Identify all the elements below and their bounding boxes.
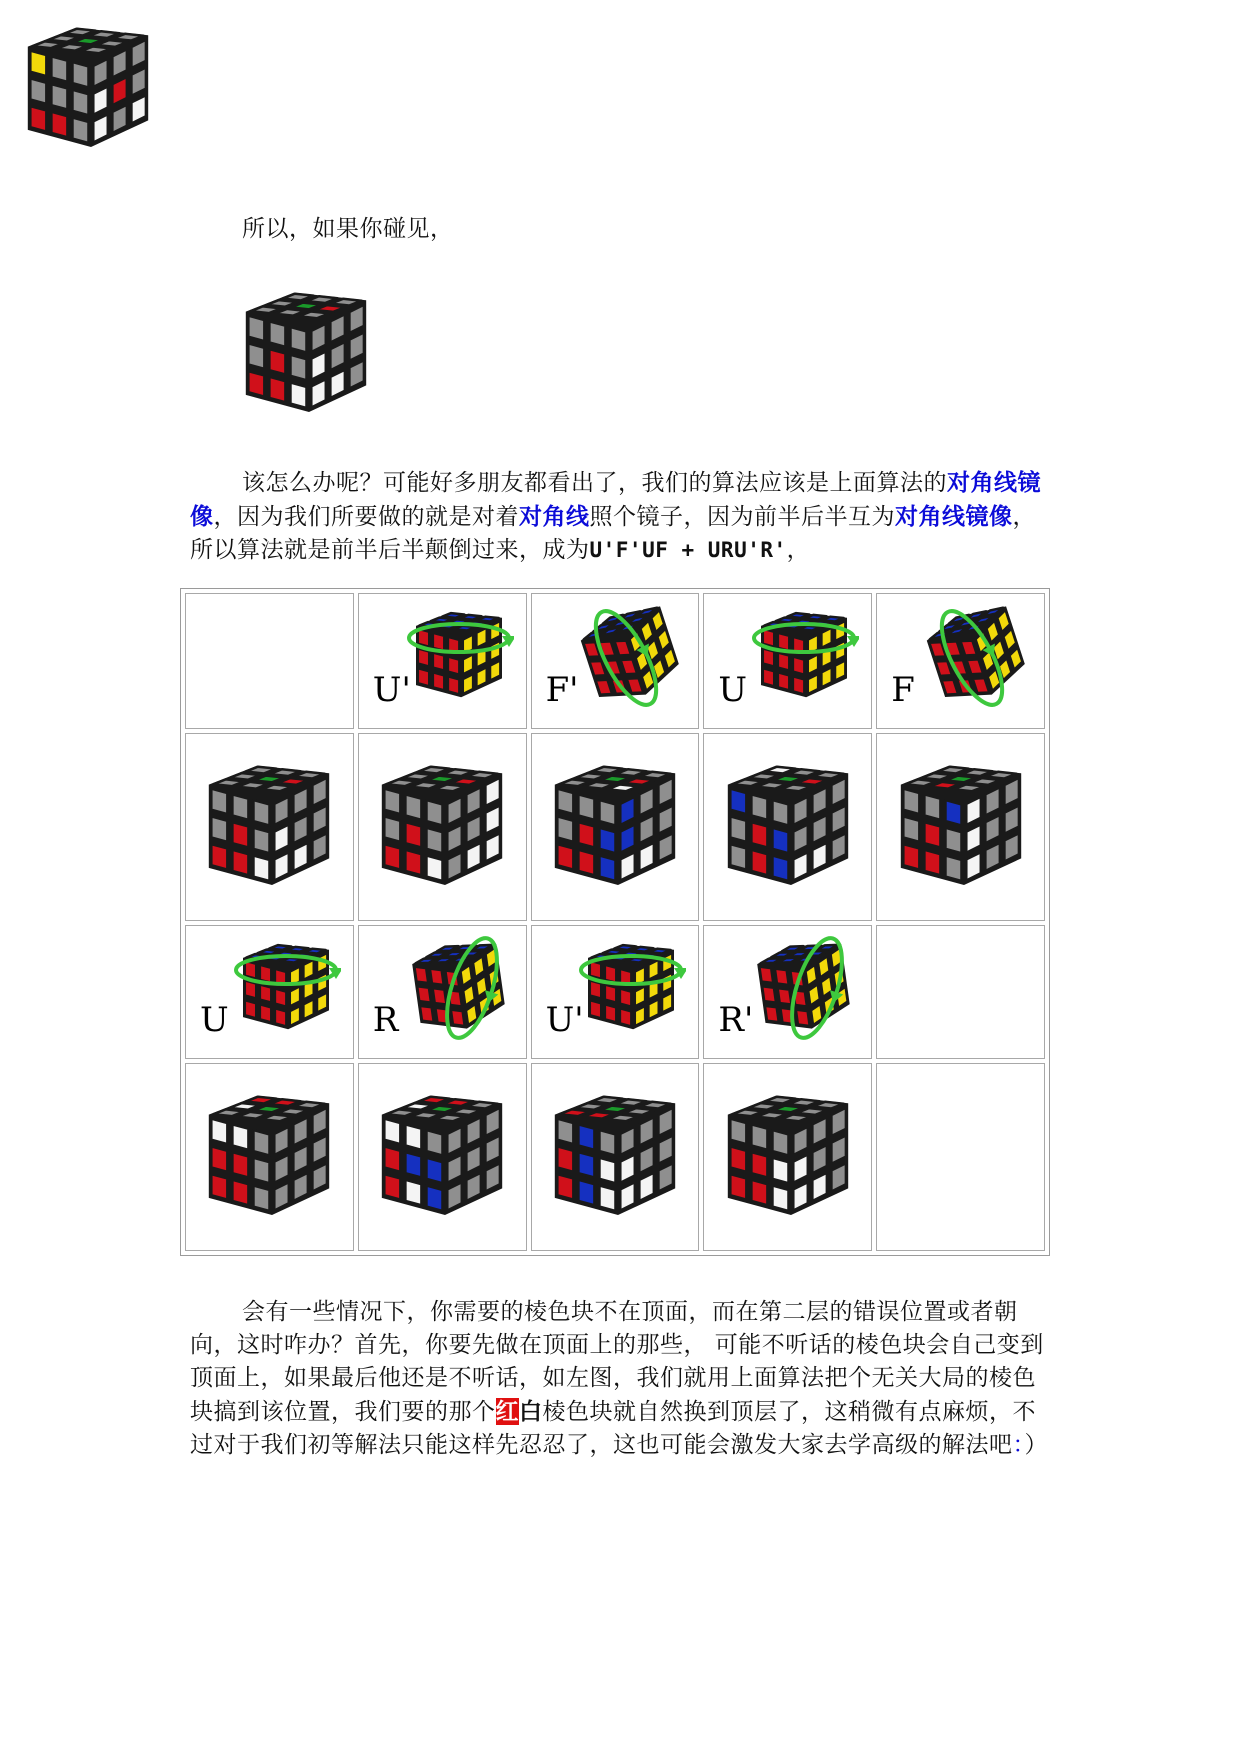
left-face-sticker <box>290 327 306 352</box>
right-face-sticker <box>317 973 327 993</box>
right-face-sticker <box>822 667 832 687</box>
left-face-sticker <box>772 855 788 880</box>
left-face-sticker <box>557 844 573 869</box>
rotation-illustration <box>576 600 686 712</box>
left-face-sticker <box>578 794 594 819</box>
left-face-sticker <box>599 828 615 853</box>
rotation-illustration <box>749 932 859 1044</box>
left-face-sticker <box>290 383 306 408</box>
left-face-sticker <box>778 653 789 671</box>
rotation-illustration <box>404 600 514 712</box>
algorithm-steps-table <box>180 588 1050 1256</box>
left-face-sticker <box>385 1146 401 1171</box>
rotating-cube <box>923 601 1031 708</box>
right-face-sticker <box>822 628 832 648</box>
text-run: U'F'UF + URU'R' <box>589 538 787 562</box>
state-cell <box>358 1063 527 1251</box>
left-face-sticker <box>557 816 573 841</box>
left-face-sticker <box>406 794 422 819</box>
right-face-sticker <box>662 973 672 993</box>
left-face-sticker <box>385 816 401 841</box>
left-face-sticker <box>778 633 789 651</box>
left-face-sticker <box>751 1152 767 1177</box>
left-face-sticker <box>427 800 443 825</box>
left-face-sticker <box>406 1152 422 1177</box>
empty-cell <box>185 593 354 729</box>
left-face-sticker <box>605 985 616 1003</box>
left-face-sticker <box>578 822 594 847</box>
move-label: R' <box>718 999 754 1040</box>
left-face-sticker <box>427 828 443 853</box>
left-face-sticker <box>269 349 285 374</box>
left-face-sticker <box>254 855 270 880</box>
state-cell <box>531 733 700 921</box>
left-face-sticker <box>254 1185 270 1210</box>
left-face-sticker <box>620 989 631 1007</box>
left-face-sticker <box>260 1004 271 1022</box>
left-face-sticker <box>730 816 746 841</box>
left-face-sticker <box>557 1174 573 1199</box>
rotation-illustration <box>576 932 686 1044</box>
left-face-sticker <box>772 828 788 853</box>
left-face-sticker <box>605 965 616 983</box>
left-face-sticker <box>447 657 458 675</box>
right-face-sticker <box>835 641 845 661</box>
left-face-sticker <box>260 985 271 1003</box>
text-run: 对角线镜像 <box>190 469 1041 530</box>
left-face-sticker <box>30 51 46 76</box>
text-run: 该怎么办呢？可能好多朋友都看出了，我们的算法应该是上面算法的 <box>242 470 947 496</box>
left-face-sticker <box>605 1004 616 1022</box>
state-cell <box>185 1063 354 1251</box>
text-run: ： <box>1012 1432 1025 1458</box>
move-label: U' <box>372 669 411 710</box>
left-face-sticker <box>730 1174 746 1199</box>
cube-illustration <box>199 1084 339 1230</box>
left-face-sticker <box>212 1146 228 1171</box>
left-face-sticker <box>212 789 228 814</box>
cube-illustration <box>545 754 685 900</box>
left-face-sticker <box>406 822 422 847</box>
right-face-sticker <box>476 628 486 648</box>
left-face-sticker <box>751 1180 767 1205</box>
left-face-sticker <box>924 850 940 875</box>
left-face-sticker <box>730 789 746 814</box>
right-face-sticker <box>290 986 300 1006</box>
rotation-illustration <box>749 600 859 712</box>
left-face-sticker <box>248 343 264 368</box>
right-face-sticker <box>649 960 659 980</box>
left-face-sticker <box>212 816 228 841</box>
left-face-sticker <box>775 967 789 987</box>
left-face-sticker <box>557 789 573 814</box>
left-face-sticker <box>385 844 401 869</box>
left-face-sticker <box>245 980 256 998</box>
left-face-sticker <box>793 676 804 694</box>
left-face-sticker <box>269 321 285 346</box>
left-face-sticker <box>751 822 767 847</box>
left-face-sticker <box>599 800 615 825</box>
rotation-illustration <box>231 932 341 1044</box>
right-face-sticker <box>462 674 472 694</box>
left-face-sticker <box>772 1185 788 1210</box>
right-face-sticker <box>635 986 645 1006</box>
edge-case-paragraph <box>190 1296 1052 1462</box>
state-cell <box>531 1063 700 1251</box>
left-face-sticker <box>233 1152 249 1177</box>
text-run: 对角线镜像 <box>895 503 1013 530</box>
left-face-sticker <box>417 985 431 1005</box>
left-face-sticker <box>254 1158 270 1183</box>
left-face-sticker <box>245 1000 256 1018</box>
left-face-sticker <box>730 844 746 869</box>
text-run: 对角线 <box>519 503 590 530</box>
left-face-sticker <box>414 965 428 985</box>
left-face-sticker <box>578 850 594 875</box>
left-face-sticker <box>793 657 804 675</box>
left-face-sticker <box>432 653 443 671</box>
right-face-sticker <box>317 992 327 1012</box>
left-face-sticker <box>72 118 88 143</box>
left-face-sticker <box>945 855 961 880</box>
left-face-sticker <box>578 1124 594 1149</box>
left-face-sticker <box>924 822 940 847</box>
left-face-sticker <box>447 676 458 694</box>
left-face-sticker <box>772 1158 788 1183</box>
left-face-sticker <box>751 850 767 875</box>
left-face-sticker <box>233 1180 249 1205</box>
cube-illustration <box>236 281 376 427</box>
left-face-sticker <box>260 965 271 983</box>
left-face-sticker <box>417 668 428 686</box>
right-face-sticker <box>490 641 500 661</box>
left-face-sticker <box>765 1004 779 1024</box>
left-face-sticker <box>212 844 228 869</box>
left-face-sticker <box>254 800 270 825</box>
left-face-sticker <box>763 648 774 666</box>
left-face-sticker <box>275 989 286 1007</box>
left-face-sticker <box>30 78 46 103</box>
left-face-sticker <box>385 1118 401 1143</box>
left-face-sticker <box>778 987 792 1007</box>
left-face-sticker <box>778 672 789 690</box>
left-face-sticker <box>772 800 788 825</box>
left-face-sticker <box>233 794 249 819</box>
right-face-sticker <box>303 960 313 980</box>
move-cell <box>703 593 872 729</box>
state-cell <box>876 733 1045 921</box>
left-face-sticker <box>254 1130 270 1155</box>
cube-illustration <box>199 754 339 900</box>
left-face-sticker <box>772 1130 788 1155</box>
left-face-sticker <box>30 106 46 131</box>
left-face-sticker <box>406 1124 422 1149</box>
left-face-sticker <box>590 1000 601 1018</box>
left-face-sticker <box>432 633 443 651</box>
intro-text: 所以，如果你碰见， <box>242 216 454 242</box>
text-run: ， <box>786 537 811 563</box>
left-face-sticker <box>751 794 767 819</box>
empty-cell <box>876 1063 1045 1251</box>
left-face-sticker <box>730 1146 746 1171</box>
state-cell <box>703 1063 872 1251</box>
left-face-sticker <box>903 789 919 814</box>
intro-line <box>190 213 1052 246</box>
left-face-sticker <box>432 672 443 690</box>
left-face-sticker <box>51 84 67 109</box>
text-run: 照个镜子，因为前半后半互为 <box>589 504 895 530</box>
left-face-sticker <box>212 1118 228 1143</box>
move-cell <box>358 593 527 729</box>
right-face-sticker <box>303 999 313 1019</box>
left-face-sticker <box>432 987 446 1007</box>
left-face-sticker <box>406 1180 422 1205</box>
left-face-sticker <box>427 855 443 880</box>
move-cell <box>876 593 1045 729</box>
text-run: 白 <box>519 1398 543 1425</box>
rotation-illustration <box>404 932 514 1044</box>
right-face-sticker <box>290 1006 300 1026</box>
rotation-illustration <box>922 600 1032 712</box>
text-run: 棱色块就自然换到顶层了，这稍微有点麻烦，不过对于我们初等解法只能这样先忍忍了，这也可能会激发大家去学高级的解法吧 <box>190 1399 1036 1458</box>
cube-illustration <box>372 1084 512 1230</box>
cube-illustration <box>18 16 158 162</box>
left-face-sticker <box>450 1008 464 1028</box>
left-face-sticker <box>420 1004 434 1024</box>
left-face-sticker <box>427 1158 443 1183</box>
left-face-sticker <box>751 1124 767 1149</box>
left-face-sticker <box>385 789 401 814</box>
left-face-sticker <box>212 1174 228 1199</box>
move-label: F <box>891 669 915 710</box>
right-face-sticker <box>490 660 500 680</box>
move-cell <box>531 925 700 1059</box>
right-face-sticker <box>835 660 845 680</box>
cube-illustration <box>545 1084 685 1230</box>
left-face-sticker <box>903 844 919 869</box>
left-face-sticker <box>730 1118 746 1143</box>
move-label: F' <box>545 669 579 710</box>
left-face-sticker <box>945 828 961 853</box>
rotating-cube <box>577 601 685 708</box>
left-face-sticker <box>385 1174 401 1199</box>
right-face-sticker <box>462 654 472 674</box>
explanation-paragraph <box>190 466 1052 567</box>
text-run: ） <box>1024 1432 1048 1458</box>
left-face-sticker <box>762 985 776 1005</box>
text-run: ，因为我们所要做的就是对着 <box>213 504 519 530</box>
left-face-sticker <box>796 1008 810 1028</box>
move-label: R <box>372 999 399 1040</box>
left-face-sticker <box>51 56 67 81</box>
move-cell <box>358 925 527 1059</box>
left-face-sticker <box>72 90 88 115</box>
right-face-sticker <box>635 1006 645 1026</box>
left-face-sticker <box>233 822 249 847</box>
left-face-sticker <box>51 112 67 137</box>
text-run: 会有一些情况下，你需要的棱色块不在顶面，而在第二层的错误位置或者朝向，这时咋办？首先，你要先做在顶面上的那些， 可能不听话的棱色块会自己变到顶面上，如果最后他还是不听话，如左图，我们就用上面算法把个无关大局的棱色块搞到该位置，我们要的那个 <box>190 1299 1044 1425</box>
move-cell <box>703 925 872 1059</box>
left-face-sticker <box>578 1152 594 1177</box>
right-face-sticker <box>808 654 818 674</box>
left-face-sticker <box>290 355 306 380</box>
state-cell <box>185 733 354 921</box>
left-face-sticker <box>924 794 940 819</box>
left-face-sticker <box>248 371 264 396</box>
left-face-sticker <box>903 816 919 841</box>
case-cube-image <box>236 281 376 427</box>
left-face-sticker <box>233 1124 249 1149</box>
left-face-sticker <box>599 1130 615 1155</box>
move-label: U <box>718 669 748 710</box>
left-face-sticker <box>269 377 285 402</box>
state-cell <box>358 733 527 921</box>
right-face-sticker <box>476 667 486 687</box>
left-face-sticker <box>406 850 422 875</box>
left-face-sticker <box>427 1130 443 1155</box>
left-face-sticker <box>233 850 249 875</box>
move-cell <box>185 925 354 1059</box>
cube-illustration <box>718 1084 858 1230</box>
left-face-sticker <box>275 1008 286 1026</box>
left-face-sticker <box>599 1158 615 1183</box>
left-face-sticker <box>557 1146 573 1171</box>
text-run: 红 <box>495 1398 519 1425</box>
left-face-sticker <box>557 1118 573 1143</box>
right-face-sticker <box>649 999 659 1019</box>
move-cell <box>531 593 700 729</box>
state-cell <box>703 733 872 921</box>
left-face-sticker <box>763 668 774 686</box>
left-face-sticker <box>578 1180 594 1205</box>
left-face-sticker <box>590 980 601 998</box>
left-face-sticker <box>72 62 88 87</box>
left-face-sticker <box>760 965 774 985</box>
text-run: ，所以算法就是前半后半颠倒过来，成为 <box>190 504 1036 563</box>
left-face-sticker <box>417 648 428 666</box>
empty-cell <box>876 925 1045 1059</box>
left-face-sticker <box>620 1008 631 1026</box>
top-cube-image <box>18 16 158 162</box>
left-face-sticker <box>599 855 615 880</box>
cube-illustration <box>891 754 1031 900</box>
left-face-sticker <box>254 828 270 853</box>
left-face-sticker <box>945 800 961 825</box>
left-face-sticker <box>599 1185 615 1210</box>
move-label: U <box>200 999 229 1040</box>
move-label: U' <box>545 999 584 1040</box>
cube-illustration <box>718 754 858 900</box>
left-face-sticker <box>429 967 443 987</box>
right-face-sticker <box>808 674 818 694</box>
left-face-sticker <box>427 1185 443 1210</box>
right-face-sticker <box>662 992 672 1012</box>
cube-illustration <box>372 754 512 900</box>
left-face-sticker <box>248 316 264 341</box>
